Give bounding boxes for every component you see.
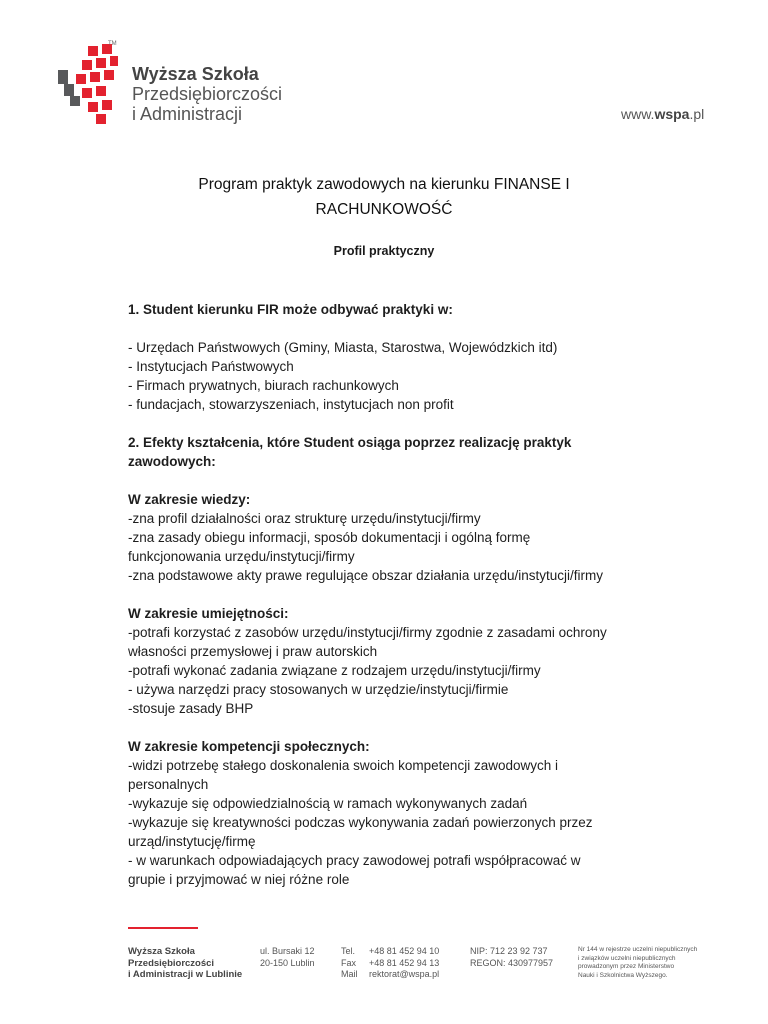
- list-item: -wykazuje się kreatywności podczas wykonywania zadań powierzonych przez: [128, 815, 593, 830]
- footer-contact-labels: Tel. Fax Mail: [341, 946, 358, 979]
- social-heading: W zakresie kompetencji społecznych:: [128, 739, 370, 754]
- skills-heading: W zakresie umiejętności:: [128, 606, 289, 621]
- title-line-1: Program praktyk zawodowych na kierunku FINANSE I: [198, 176, 570, 193]
- list-item: - używa narzędzi pracy stosowanych w urzędzie/instytucji/firmie: [128, 682, 509, 697]
- list-item: grupie i przyjmować w niej różne role: [128, 872, 350, 887]
- knowledge-list: [128, 509, 688, 585]
- footer-tax-ids: NIP: 712 23 92 737 REGON: 430977957: [470, 946, 554, 968]
- list-item: - Instytucjach Państwowych: [128, 359, 294, 374]
- wspa-logo-icon: [54, 42, 120, 128]
- document-title: [150, 172, 618, 222]
- list-item: - Urzędach Państwowych (Gminy, Miasta, Starostwa, Wojewódzkich itd): [128, 340, 558, 355]
- footer-registry-note: Nr 144 w rejestrze uczelni niepublicznych i związków uczelni niepublicznych prowadzonym przez Ministerstwo Nauki i Szkolnictwa Wyższego.: [578, 946, 698, 979]
- email-link[interactable]: rektorat@wspa.pl: [369, 969, 440, 979]
- fax-number: +48 81 452 94 13: [369, 957, 440, 968]
- logo-line-3: i Administracji: [132, 104, 243, 124]
- logo-line-1: Wyższa Szkoła: [132, 64, 259, 84]
- list-item: -potrafi korzystać z zasobów urzędu/instytucji/firmy zgodnie z zasadami ochrony: [128, 625, 607, 640]
- list-item: -stosuje zasady BHP: [128, 701, 254, 716]
- list-item: -potrafi wykonać zadania związane z rodzajem urzędu/instytucji/firmy: [128, 663, 541, 678]
- list-item: personalnych: [128, 777, 209, 792]
- knowledge-heading: W zakresie wiedzy:: [128, 492, 251, 507]
- list-item: -zna zasady obiegu informacji, sposób dokumentacji i ogólną formę: [128, 530, 531, 545]
- list-item: -widzi potrzebę stałego doskonalenia swoich kompetencji zawodowych i: [128, 758, 558, 773]
- section-1-list: [128, 338, 688, 414]
- footer-contact-values: [369, 946, 439, 981]
- institution-logo-text: [132, 64, 282, 124]
- list-item: funkcjonowania urzędu/instytucji/firmy: [128, 549, 355, 564]
- footer-address: ul. Bursaki 12 20-150 Lublin: [260, 946, 315, 968]
- phone-number: +48 81 452 94 10: [369, 946, 440, 956]
- list-item: - Firmach prywatnych, biurach rachunkowych: [128, 378, 399, 393]
- list-item: - w warunkach odpowiadających pracy zawodowej potrafi współpracować w: [128, 853, 581, 868]
- trademark-label: TM: [108, 41, 117, 47]
- title-line-2: RACHUNKOWOŚĆ: [315, 201, 453, 218]
- list-item: urząd/instytucję/firmę: [128, 834, 256, 849]
- section-2-heading: 2. Efekty kształcenia, które Student osiąga poprzez realizację praktyk zawodowych:: [128, 435, 572, 469]
- footer-divider: [128, 927, 198, 929]
- profile-subtitle: Profil praktyczny: [333, 244, 435, 258]
- list-item: własności przemysłowej i praw autorskich: [128, 644, 378, 659]
- website-url[interactable]: www.wspa.pl: [621, 106, 705, 122]
- list-item: -zna profil działalności oraz strukturę urzędu/instytucji/firmy: [128, 511, 481, 526]
- skills-list: [128, 623, 688, 718]
- list-item: -zna podstawowe akty prawe regulujące obszar działania urzędu/instytucji/firmy: [128, 568, 603, 583]
- section-1-heading: 1. Student kierunku FIR może odbywać praktyki w:: [128, 302, 453, 317]
- social-list: [128, 756, 688, 889]
- document-body: [128, 300, 688, 889]
- footer-institution-name: Wyższa Szkoła Przedsiębiorczości i Administracji w Lublinie: [128, 946, 243, 980]
- list-item: -wykazuje się odpowiedzialnością w ramach wykonywanych zadań: [128, 796, 528, 811]
- list-item: - fundacjach, stowarzyszeniach, instytucjach non profit: [128, 397, 454, 412]
- logo-line-2: Przedsiębiorczości: [132, 84, 283, 104]
